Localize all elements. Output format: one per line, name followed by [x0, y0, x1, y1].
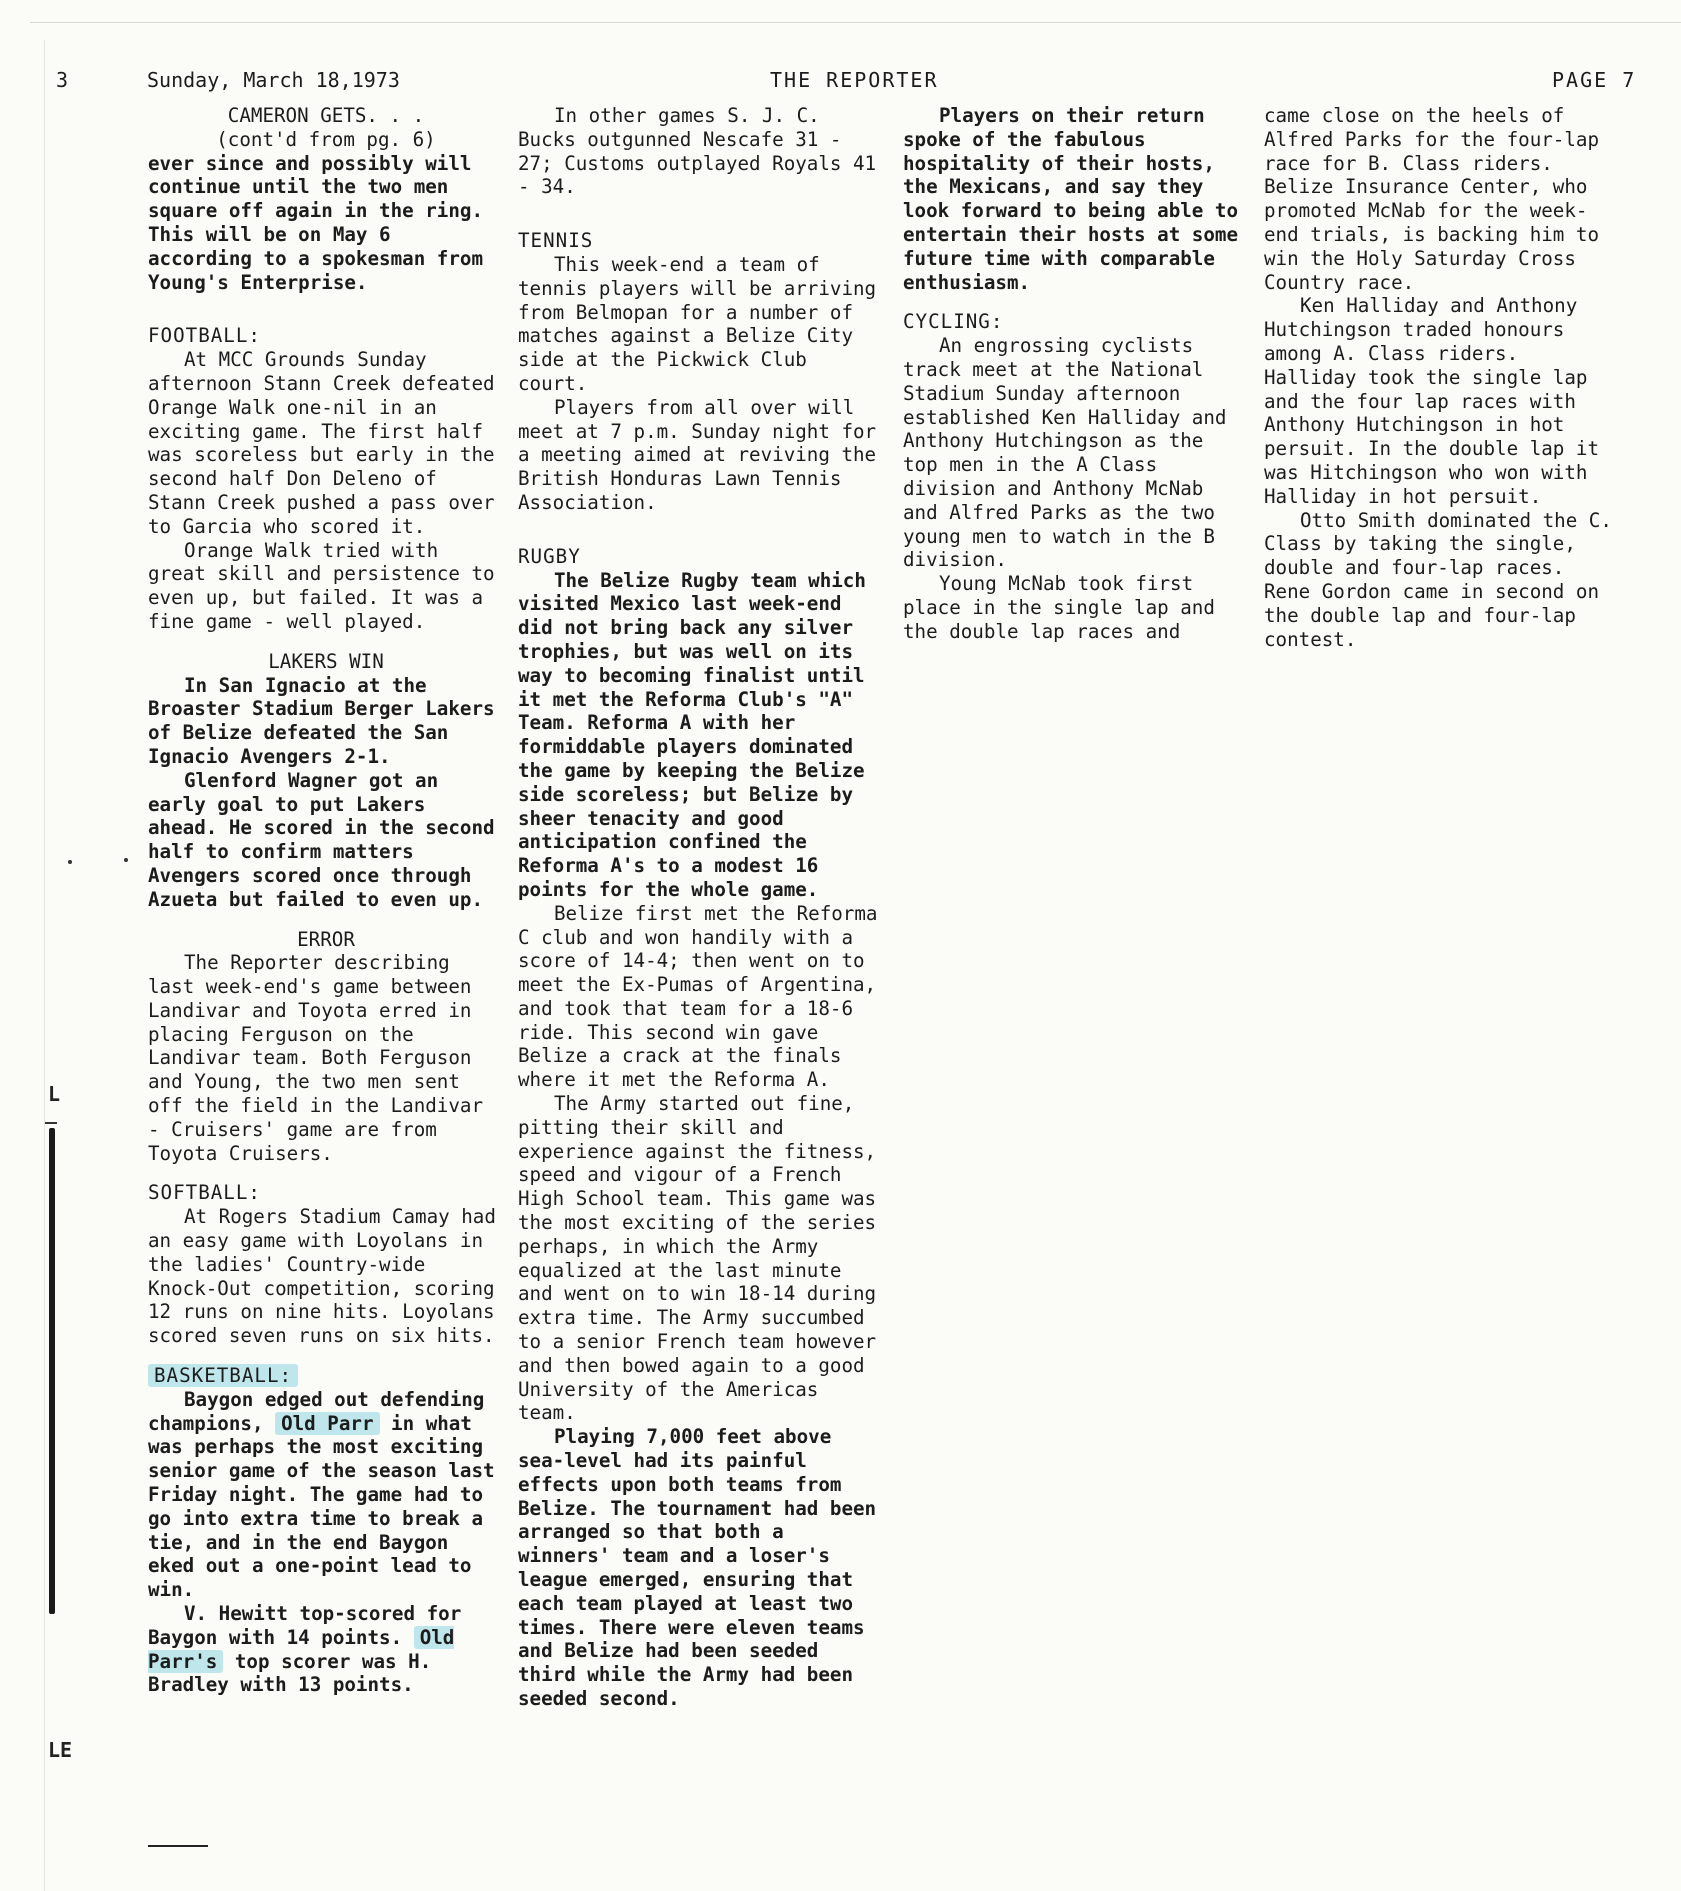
- players-return-paragraph: Players on their return spoke of the fabulous hospitality of their hosts, the Mexicans, and say they look forward to being able to entertain their hosts at some future time with comparable enthusiasm.: [903, 104, 1239, 294]
- margin-dash: [45, 1122, 57, 1124]
- scan-edge-left: [44, 40, 45, 1891]
- tennis-paragraph-1: This week-end a team of tennis players will be arriving from Belmopan for a number of matches against a Belize City side at the Pickwick Club court.: [518, 252, 877, 395]
- column-1: [148, 104, 504, 1697]
- scan-edge-top: [30, 22, 1681, 23]
- column-3: [903, 104, 1247, 644]
- page-number: PAGE 7: [1552, 68, 1637, 92]
- lakers-paragraph-2: Glenford Wagner got an early goal to put Lakers ahead. He scored in the second half to confirm matters Avengers scored once through Azueta but failed to even up.: [148, 768, 495, 911]
- cameron-continued: (cont'd from pg. 6): [216, 127, 436, 151]
- c-class-paragraph: Otto Smith dominated the C. Class by taking the single, double and four-lap races. Rene Gordon came in second on the double lap and four-lap contest.: [1264, 508, 1612, 651]
- basketball-paragraph-2: V. Hewitt top-scored for Baygon with 14 points. Old Parr's top scorer was H. Bradley with 13 points.: [148, 1602, 462, 1697]
- column-2: [518, 104, 880, 1711]
- cycling-heading: CYCLING:: [903, 310, 1004, 334]
- error-paragraph: The Reporter describing last week-end's game between Landivar and Toyota erred in placing Ferguson on the Landivar team. Both Ferguson and Young, the two men sent off the field in the Landivar - Cruisers' game are from Toyota Cruisers.: [148, 951, 484, 1165]
- margin-annotation: LE: [48, 1738, 73, 1762]
- rugby-paragraph-1: The Belize Rugby team which visited Mexico last week-end did not bring back any silver trophies, but was well on its way to becoming finalist until it met the Reforma Club's "A" Team. Reforma A with her formiddable players dominated the game by keeping the Belize side scoreless; but Belize by sheer tenacity and good anticipation confined the Reforma A's to a modest 16 points for the whole game.: [518, 568, 866, 901]
- margin-marker-bar: [49, 1128, 55, 1614]
- lakers-heading: LAKERS WIN: [268, 649, 384, 673]
- column-4: [1264, 104, 1620, 651]
- football-paragraph-2: Orange Walk tried with great skill and persistence to even up, but failed. It was a fine game - well played.: [148, 538, 495, 633]
- softball-paragraph: At Rogers Stadium Camay had an easy game with Loyolans in the ladies' Country-wide Knock-Out competition, scoring 12 runs on nine hits. Loyolans scored seven runs on six hits.: [148, 1205, 496, 1348]
- issue-date: Sunday, March 18,1973: [147, 68, 400, 92]
- rugby-heading: RUGBY: [518, 544, 581, 568]
- football-heading: FOOTBALL:: [148, 324, 261, 348]
- a-class-paragraph: Ken Halliday and Anthony Hutchingson traded honours among A. Class riders. Halliday took the single lap and the four lap races with Anthony Hutchingson in hot persuit. In the double lap it was Hitchingson who won with Halliday in hot persuit.: [1264, 294, 1600, 508]
- basketball-heading: BASKETBALL:: [148, 1364, 298, 1387]
- cycling-continued-paragraph: came close on the heels of Alfred Parks for the four-lap race for B. Class riders. Belize Insurance Center, who promoted McNab for the week-end trials, is backing him to win the Holy Saturday Cross Country race.: [1264, 104, 1600, 294]
- newspaper-title: THE REPORTER: [770, 68, 939, 92]
- rugby-paragraph-3: The Army started out fine, pitting their skill and experience against the fitness, speed and vigour of a French High School team. This game was the most exciting of the series perhaps, in which the Army equalized at the last minute and went on to win 18-14 during extra time. The Army succumbed to a senior French team however and then bowed again to a good University of the Americas team.: [518, 1092, 877, 1425]
- margin-annotation: L: [48, 1082, 61, 1106]
- basketball-paragraph-1: Baygon edged out defending champions, Old Parr in what was perhaps the most exciting senior game of the season last Friday night. The game had to go into extra time to break a tie, and in the end Baygon eked out a one-point lead to win.: [148, 1387, 495, 1602]
- page-header: [0, 68, 1681, 94]
- error-heading: ERROR: [297, 927, 355, 951]
- tennis-paragraph-2: Players from all over will meet at 7 p.m. Sunday night for a meeting aimed at reviving the British Honduras Lawn Tennis Association.: [518, 395, 877, 514]
- other-games-paragraph: In other games S. J. C. Bucks outgunned Nescafe 31 - 27; Customs outplayed Royals 41 - 34.: [518, 104, 877, 199]
- margin-page-mark: 3: [56, 68, 69, 92]
- lakers-paragraph-1: In San Ignacio at the Broaster Stadium Berger Lakers of Belize defeated the San Ignacio Avengers 2-1.: [148, 673, 495, 768]
- end-rule: [148, 1845, 208, 1847]
- softball-heading: SOFTBALL:: [148, 1181, 261, 1205]
- tennis-heading: TENNIS: [518, 229, 594, 253]
- cycling-paragraph-1: An engrossing cyclists track meet at the National Stadium Sunday afternoon established Ken Halliday and Anthony Hutchingson as the top men in the A Class division and Anthony McNab and Alfred Parks as the two young men to watch in the B division.: [903, 334, 1227, 572]
- cycling-paragraph-2: Young McNab took first place in the single lap and the double lap races and: [903, 572, 1215, 643]
- scan-speck: [124, 858, 128, 862]
- rugby-paragraph-2: Belize first met the Reforma C club and won handily with a score of 14-4; then went on to meet the Ex-Pumas of Argentina, and took that team for a 18-6 ride. This second win gave Belize a crack at the finals where it met the Reforma A.: [518, 901, 878, 1092]
- highlighted-team-name: Old Parr's: [148, 1625, 455, 1673]
- highlighted-team-name: Old Parr: [275, 1412, 379, 1435]
- scan-speck: [68, 860, 72, 864]
- cameron-headline: CAMERON GETS. . .: [227, 104, 425, 127]
- football-paragraph-1: At MCC Grounds Sunday afternoon Stann Creek defeated Orange Walk one-nil in an exciting game. The first half was scoreless but early in the second half Don Deleno of Stann Creek pushed a pass over to Garcia who scored it.: [148, 348, 495, 538]
- rugby-paragraph-4: Playing 7,000 feet above sea-level had its painful effects upon both teams from Belize. The tournament had been arranged so that both a winners' team and a loser's league emerged, ensuring that each team played at least two times. There were eleven teams and Belize had been seeded third while the Army had been seeded second.: [518, 1425, 877, 1710]
- cameron-paragraph: ever since and possibly will continue until the two men square off again in the ring. This will be on May 6 according to a spokesman from Young's Enterprise.: [148, 151, 484, 294]
